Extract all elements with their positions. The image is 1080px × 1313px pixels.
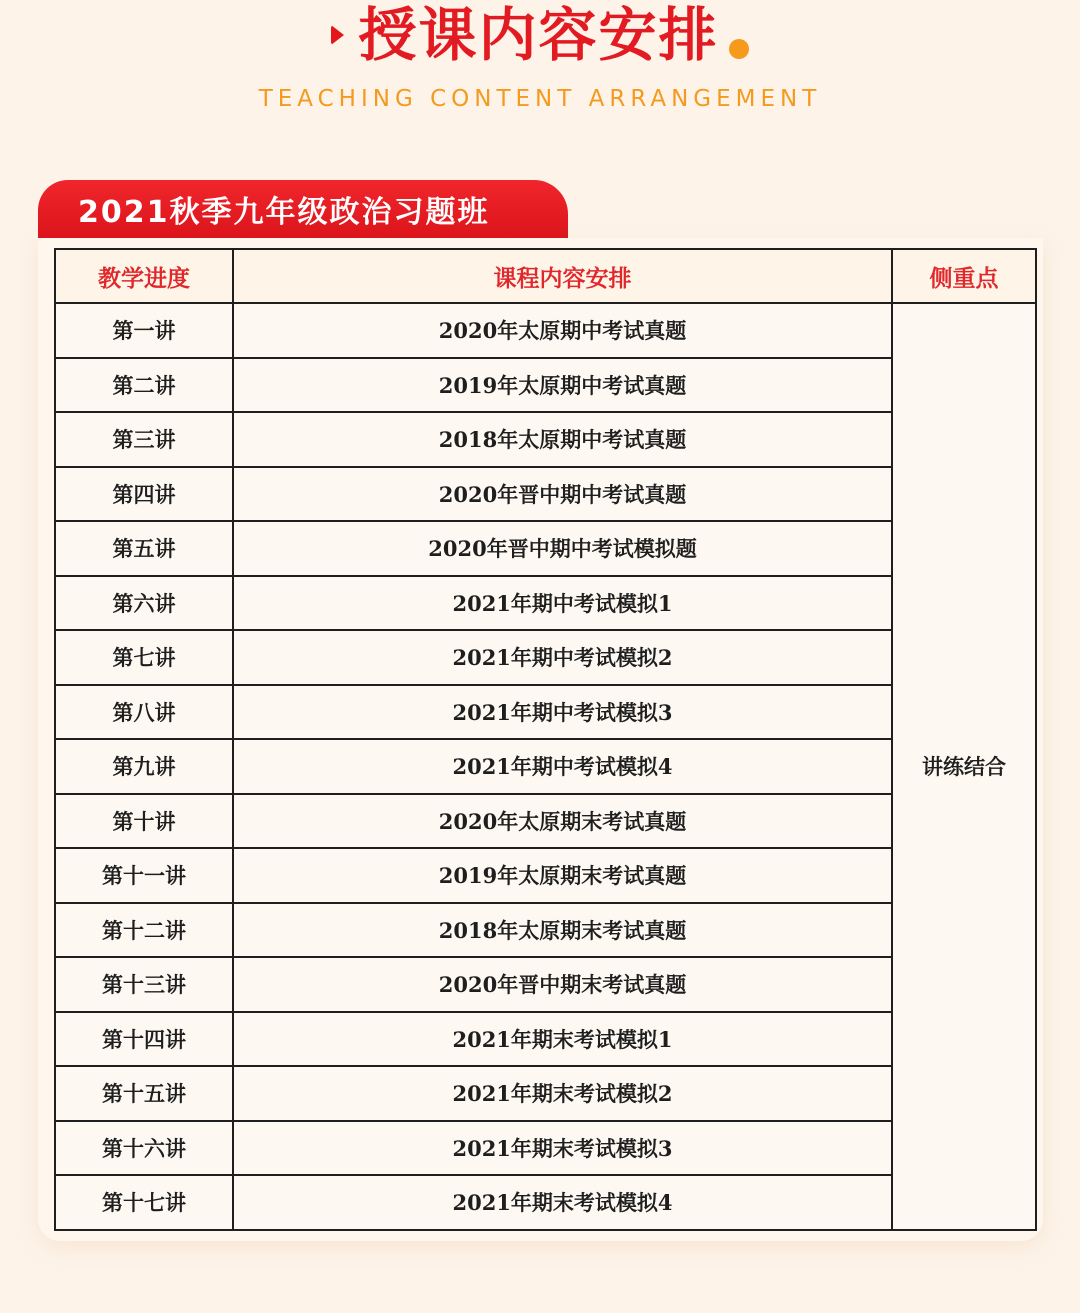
content-cell: 2020年晋中期中考试模拟题 — [233, 521, 892, 576]
lecture-cell: 第十五讲 — [55, 1066, 233, 1121]
header-progress: 教学进度 — [55, 249, 233, 303]
lecture-cell: 第十四讲 — [55, 1012, 233, 1067]
content-cell: 2018年太原期中考试真题 — [233, 412, 892, 467]
lecture-cell: 第一讲 — [55, 303, 233, 358]
content-cell: 2021年期末考试模拟2 — [233, 1066, 892, 1121]
course-tab — [38, 180, 568, 238]
table-row — [55, 957, 1036, 1012]
lecture-cell: 第十二讲 — [55, 903, 233, 958]
header-content: 课程内容安排 — [233, 249, 892, 303]
table-row — [55, 848, 1036, 903]
content-cell: 2021年期中考试模拟1 — [233, 576, 892, 631]
title-row — [0, 0, 1080, 70]
lecture-cell: 第十讲 — [55, 794, 233, 849]
table-row — [55, 794, 1036, 849]
lecture-cell: 第二讲 — [55, 358, 233, 413]
content-cell: 2019年太原期中考试真题 — [233, 358, 892, 413]
content-cell: 2020年晋中期末考试真题 — [233, 957, 892, 1012]
lecture-cell: 第十六讲 — [55, 1121, 233, 1176]
triangle-marker-icon — [331, 25, 344, 45]
table-row — [55, 576, 1036, 631]
lecture-cell: 第三讲 — [55, 412, 233, 467]
table-header-row — [55, 249, 1036, 303]
content-cell: 2018年太原期末考试真题 — [233, 903, 892, 958]
content-cell: 2021年期中考试模拟3 — [233, 685, 892, 740]
content-cell: 2019年太原期末考试真题 — [233, 848, 892, 903]
table-row — [55, 1066, 1036, 1121]
lecture-cell: 第十一讲 — [55, 848, 233, 903]
lecture-cell: 第五讲 — [55, 521, 233, 576]
table-row — [55, 630, 1036, 685]
table-row — [55, 358, 1036, 413]
lecture-cell: 第九讲 — [55, 739, 233, 794]
table-row — [55, 685, 1036, 740]
table-row — [55, 903, 1036, 958]
content-cell: 2021年期末考试模拟1 — [233, 1012, 892, 1067]
table-row — [55, 521, 1036, 576]
table-row — [55, 1012, 1036, 1067]
table-row — [55, 467, 1036, 522]
lecture-cell: 第四讲 — [55, 467, 233, 522]
page-header — [0, 0, 1080, 130]
page-subtitle: TEACHING CONTENT ARRANGEMENT — [258, 86, 822, 112]
lecture-cell: 第十七讲 — [55, 1175, 233, 1230]
table-row — [55, 303, 1036, 358]
table-row — [55, 739, 1036, 794]
content-cell: 2021年期中考试模拟2 — [233, 630, 892, 685]
table-row — [55, 412, 1036, 467]
table-row — [55, 1175, 1036, 1230]
page-title: 授课内容安排 — [358, 1, 719, 69]
content-cell: 2021年期末考试模拟3 — [233, 1121, 892, 1176]
lecture-cell: 第七讲 — [55, 630, 233, 685]
course-tab-label: 2021秋季九年级政治习题班 — [78, 195, 490, 230]
header-focus: 侧重点 — [892, 249, 1036, 303]
table-row — [55, 1121, 1036, 1176]
content-cell: 2020年太原期末考试真题 — [233, 794, 892, 849]
content-cell: 2021年期末考试模拟4 — [233, 1175, 892, 1230]
schedule-table — [54, 248, 1037, 1231]
dot-icon — [729, 39, 749, 59]
content-cell: 2020年晋中期中考试真题 — [233, 467, 892, 522]
lecture-cell: 第六讲 — [55, 576, 233, 631]
lecture-cell: 第十三讲 — [55, 957, 233, 1012]
focus-cell: 讲练结合 — [892, 303, 1036, 1230]
content-cell: 2021年期中考试模拟4 — [233, 739, 892, 794]
lecture-cell: 第八讲 — [55, 685, 233, 740]
content-cell: 2020年太原期中考试真题 — [233, 303, 892, 358]
